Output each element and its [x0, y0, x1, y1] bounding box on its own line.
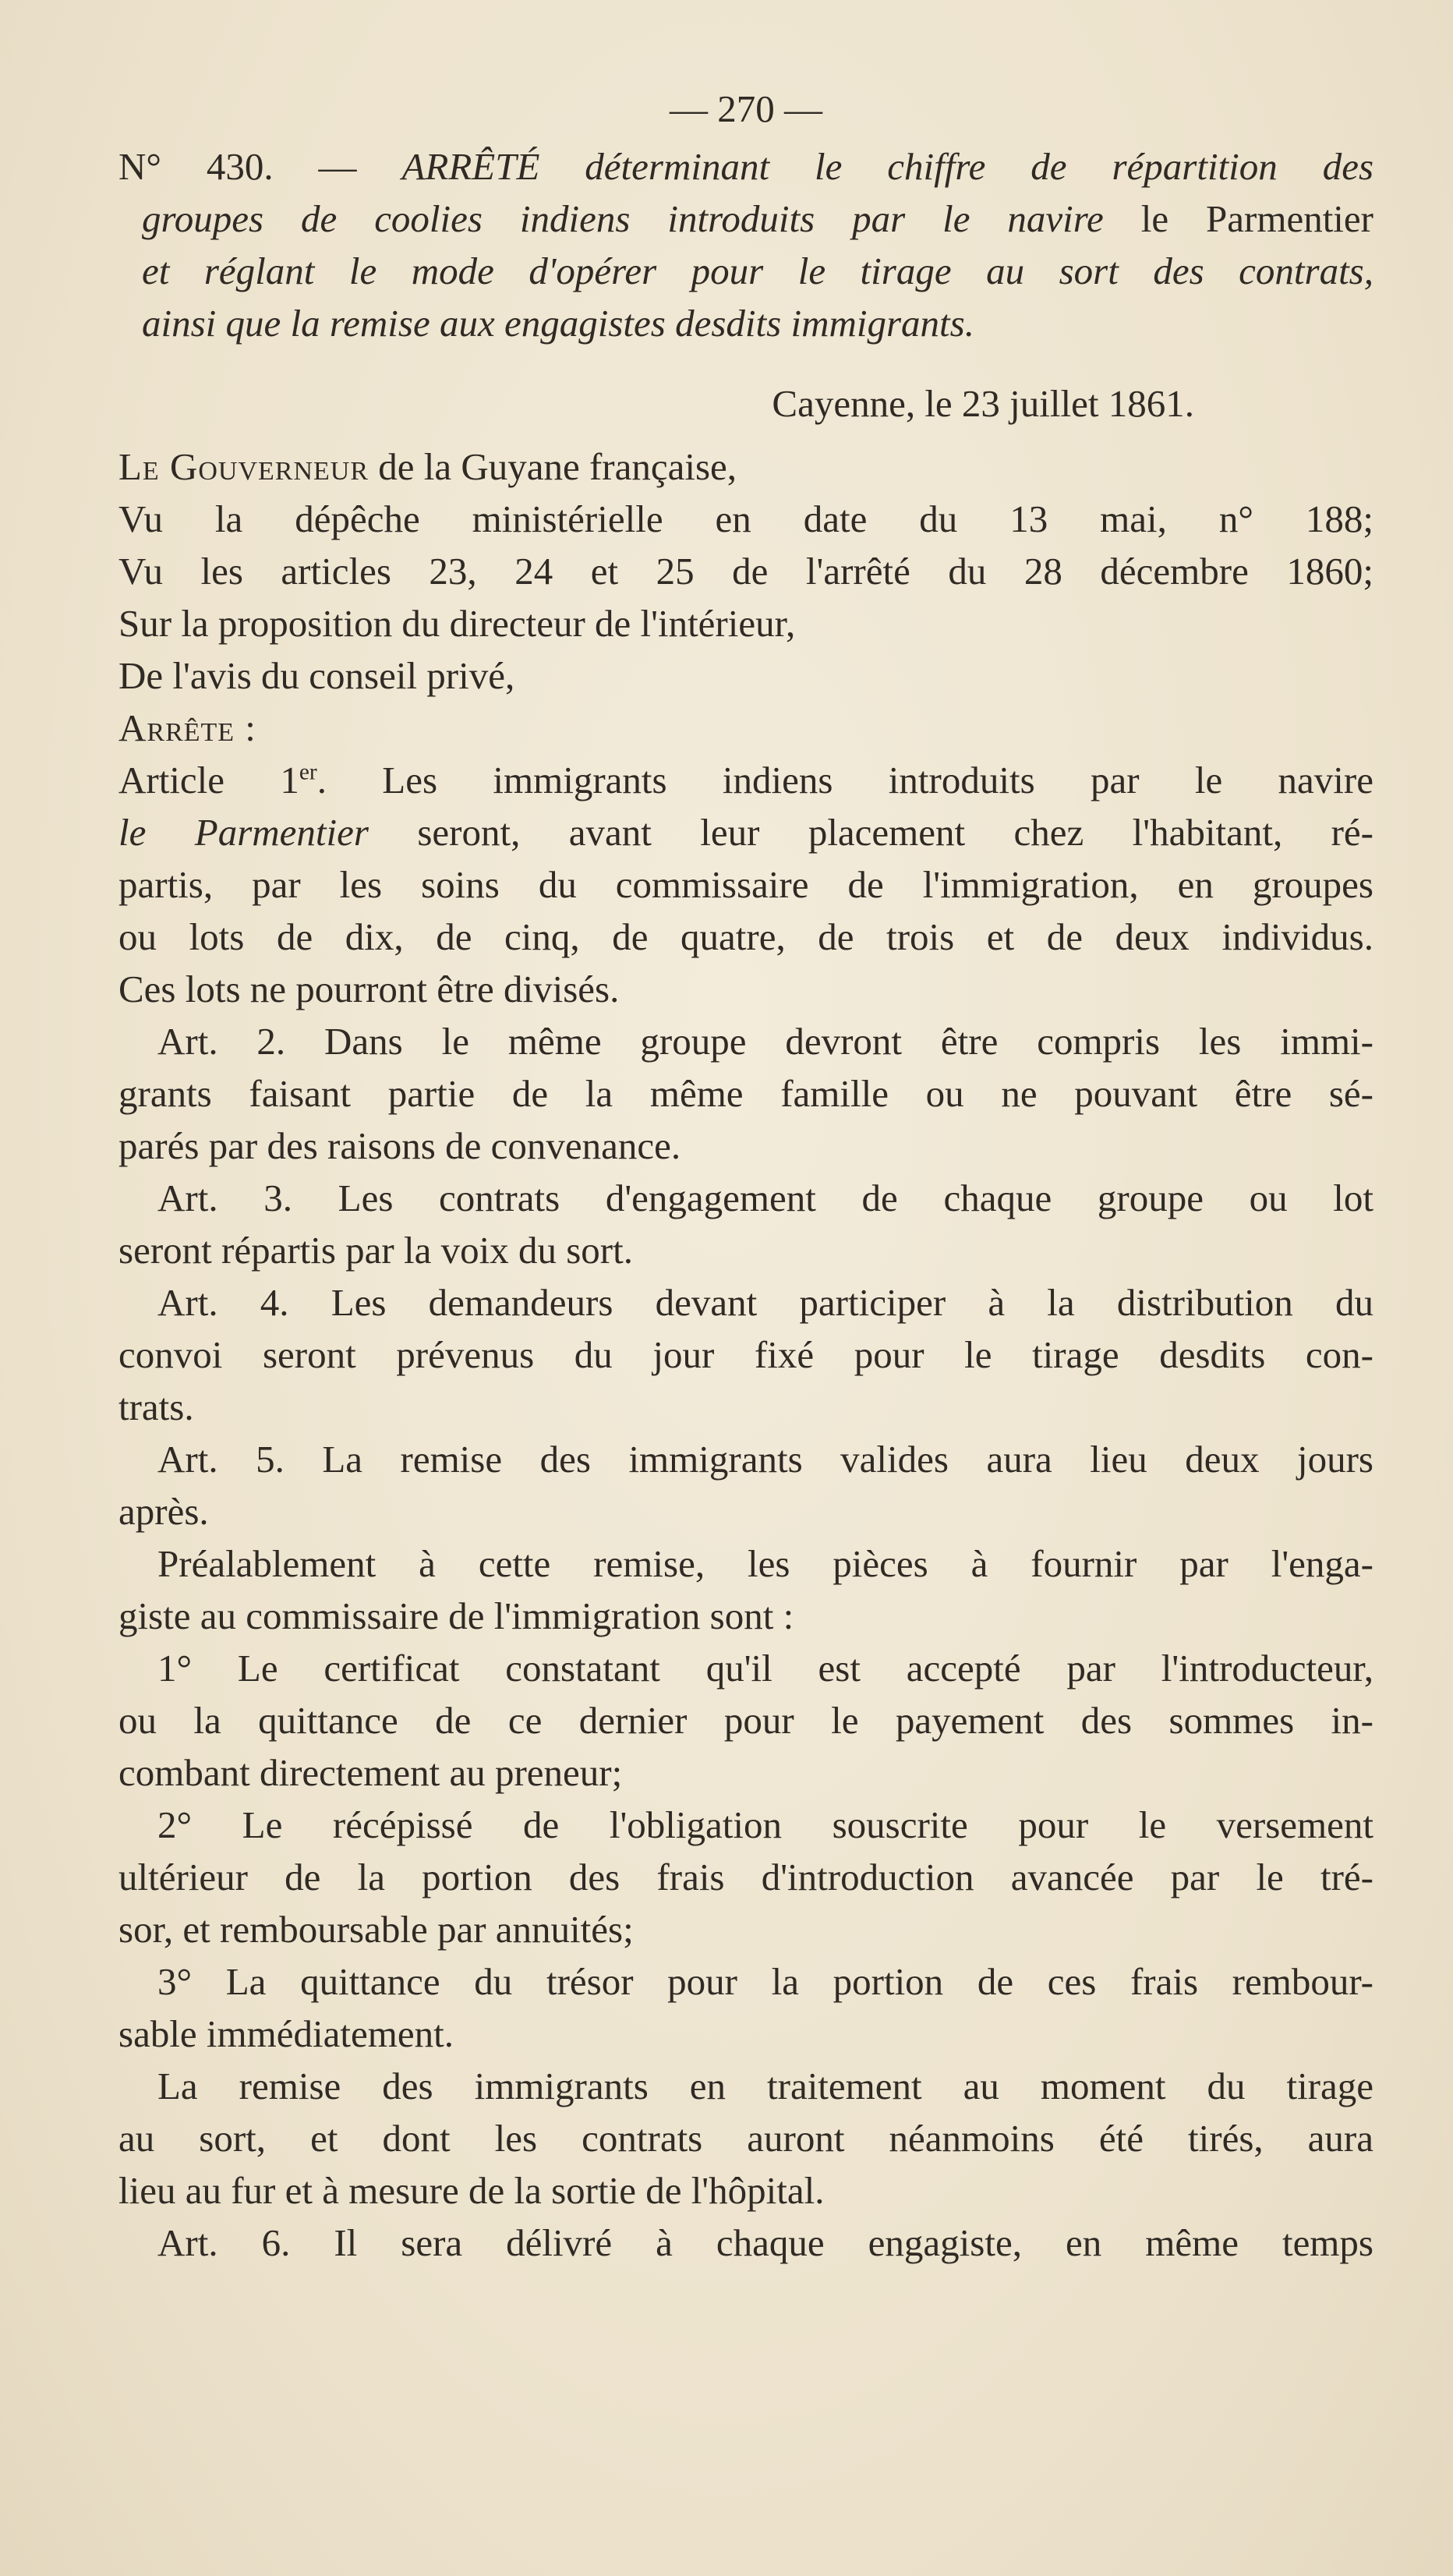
decree-body	[118, 754, 1373, 2269]
decree-title-line-3: et réglant le mode d'opérer pour le tirage au sort des contrats,	[142, 249, 1373, 292]
decree-title-line-4: ainsi que la remise aux engagistes desdits immigrants.	[142, 302, 974, 345]
prealable-line-2: giste au commissaire de l'immigration sont :	[118, 1594, 794, 1637]
place-date: Cayenne, le 23 juillet 1861.	[772, 382, 1194, 425]
preamble-arrete: Arrête :	[118, 706, 256, 749]
piece-1-line-2: ou la quittance de ce dernier pour le payement des sommes in-	[118, 1699, 1373, 1742]
article-2-line-2: grants faisant partie de la même famille ou ne pouvant être sé-	[118, 1072, 1373, 1115]
preamble-vu-2: Vu les articles 23, 24 et 25 de l'arrêté du 28 décembre 1860;	[118, 550, 1373, 593]
article-4-line-2: convoi seront prévenus du jour fixé pour le tirage desdits con-	[118, 1333, 1373, 1376]
decree-number: N° 430. —	[118, 145, 357, 188]
piece-3-line-1: 3° La quittance du trésor pour la portion de ces frais rembour-	[157, 1960, 1373, 2003]
article-6-line-1: Art. 6. Il sera délivré à chaque engagiste, en même temps	[157, 2221, 1373, 2264]
remise-line-2: au sort, et dont les contrats auront néanmoins été tirés, aura	[118, 2117, 1373, 2160]
remise-line-1: La remise des immigrants en traitement au moment du tirage	[157, 2065, 1373, 2107]
page-text	[118, 78, 1373, 2269]
article-3-line-1: Art. 3. Les contrats d'engagement de chaque groupe ou lot	[157, 1177, 1373, 1219]
preamble-proposition: Sur la proposition du directeur de l'intérieur,	[118, 602, 796, 645]
article-1-line-3: partis, par les soins du commissaire de l'immigration, en groupes	[118, 863, 1373, 906]
article-1-line-5: Ces lots ne pourront être divisés.	[118, 968, 620, 1010]
article-1-line-4: ou lots de dix, de cinq, de quatre, de trois et de deux individus.	[118, 915, 1373, 958]
article-3-line-2: seront répartis par la voix du sort.	[118, 1229, 633, 1272]
preamble	[118, 441, 1373, 754]
decree-heading	[118, 140, 1373, 349]
piece-2-line-1: 2° Le récépissé de l'obligation souscrite pour le versement	[157, 1803, 1373, 1846]
preamble-vu-1: Vu la dépêche ministérielle en date du 13 mai, n° 188;	[118, 497, 1373, 540]
article-5-line-2: après.	[118, 1490, 209, 1533]
article-1-line-2: le Parmentier seront, avant leur placement chez l'habitant, ré-	[118, 811, 1373, 854]
article-5-line-1: Art. 5. La remise des immigrants valides aura lieu deux jours	[157, 1438, 1373, 1481]
article-4-line-1: Art. 4. Les demandeurs devant participer à la distribution du	[157, 1281, 1373, 1324]
article-2-line-3: parés par des raisons de convenance.	[118, 1124, 681, 1167]
piece-3-line-2: sable immédiatement.	[118, 2012, 454, 2055]
article-2-line-1: Art. 2. Dans le même groupe devront être compris les immi-	[157, 1020, 1373, 1063]
remise-line-3: lieu au fur et à mesure de la sortie de l'hôpital.	[118, 2169, 825, 2212]
decree-title-line-2: groupes de coolies indiens introduits par le navire	[142, 197, 1104, 240]
decree-title-line-1: ARRÊTÉ déterminant le chiffre de répartition des	[401, 145, 1374, 188]
governor-title: Le Gouverneur	[118, 445, 369, 488]
article-4-line-3: trats.	[118, 1385, 194, 1428]
governor-territory: de la Guyane française,	[378, 445, 737, 488]
piece-2-line-3: sor, et remboursable par annuités;	[118, 1908, 634, 1951]
page-number: — 270 —	[670, 87, 822, 130]
piece-1-line-1: 1° Le certificat constatant qu'il est accepté par l'introducteur,	[157, 1647, 1373, 1690]
ship-name: le Parmentier	[1140, 197, 1373, 240]
preamble-avis: De l'avis du conseil privé,	[118, 654, 515, 697]
piece-2-line-2: ultérieur de la portion des frais d'introduction avancée par le tré-	[118, 1856, 1373, 1898]
prealable-line-1: Préalablement à cette remise, les pièces à fournir par l'enga-	[157, 1542, 1373, 1585]
article-1-line-1: Article 1er. Les immigrants indiens introduits par le navire	[118, 759, 1373, 801]
ship-name-italic: le Parmentier	[118, 811, 369, 854]
piece-1-line-3: combant directement au preneur;	[118, 1751, 623, 1794]
